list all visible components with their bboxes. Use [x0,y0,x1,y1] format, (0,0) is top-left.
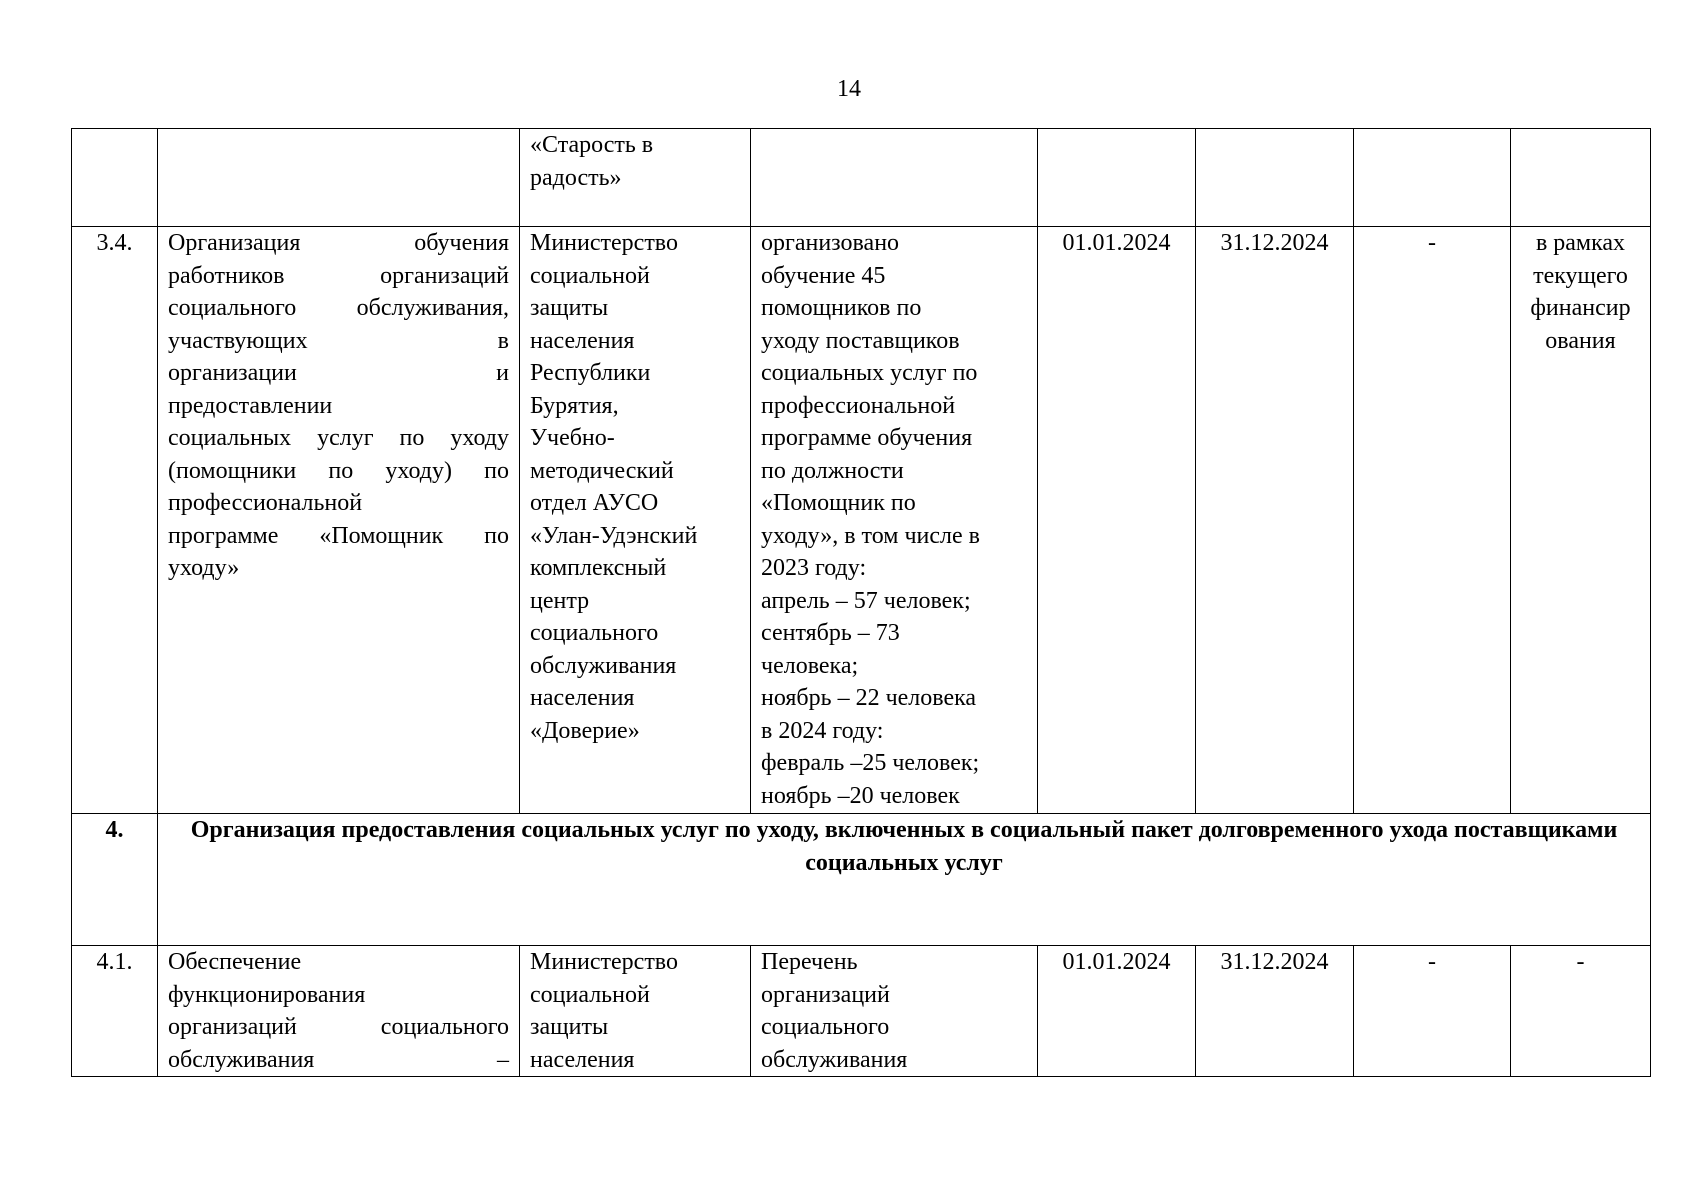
cell-result [751,227,1038,814]
cell-line: уходу», в том числе в [761,522,980,549]
cell-line: организовано [761,230,900,256]
cell-line: социальных услуг по [761,360,978,386]
cell-start-date [1038,129,1196,227]
cell-line: Организация обучения [168,230,509,256]
cell-line: работников организаций [168,262,509,289]
cell-line: защиты [530,1014,609,1040]
cell-result [751,129,1038,227]
cell-name [158,129,520,227]
cell-end-date: 31.12.2024 [1196,227,1354,814]
table-row-continuation [72,129,1651,227]
cell-budget: - [1354,946,1511,1077]
cell-line: 2023 году: [761,555,867,581]
cell-line: «Улан-Удэнский [530,522,698,549]
section-title: Организация предоставления социальных услуг по уходу, включенных в социальный пакет долговременного ухода поставщиками социальных услуг [158,814,1651,946]
cell-line: социальной [530,981,650,1008]
cell-end-date [1196,129,1354,227]
cell-line: комплексный [530,555,667,581]
cell-line: текущего [1533,262,1628,289]
cell-line: в рамках [1535,230,1626,256]
cell-line: центр [530,587,590,614]
cell-line: программе обучения [761,425,973,451]
cell-num: 3.4. [72,227,158,814]
cell-line: организаций [761,981,890,1008]
cell-line: социальных услуг по уходу [168,425,509,451]
cell-line: отдел АУСО [530,490,659,516]
cell-line: обслуживания [530,652,677,679]
cell-line: Обеспечение [168,949,302,975]
cell-line: уходу поставщиков [761,327,960,354]
table-row-3-4 [72,227,1651,814]
cell-line: Перечень [761,949,858,975]
cell-line: «Помощник по [761,490,916,516]
cell-num: 4.1. [72,946,158,1077]
cell-line: Учебно- [530,425,615,451]
cell-line: обслуживания – [168,1046,509,1073]
section-number: 4. [72,814,158,946]
cell-line: апрель – 57 человек; [761,587,971,614]
cell-line: помощников по [761,295,922,321]
cell-line: Республики [530,360,651,386]
cell-line: профессиональной [168,490,363,516]
cell-line: Министерство [530,949,678,975]
cell-name [158,227,520,814]
plan-table [71,128,1651,1077]
cell-line: радость» [530,164,622,191]
cell-line: социального [761,1014,890,1040]
cell-line: Бурятия, [530,392,619,419]
cell-line: «Старость в [530,132,654,158]
cell-line: защиты [530,295,609,321]
cell-line: уходу» [168,555,240,581]
cell-funding [1511,227,1651,814]
cell-line: ноябрь –20 человек [761,782,960,809]
cell-line: населения [530,685,635,711]
cell-line: методический [530,457,674,484]
cell-line: (помощники по уходу) по [168,457,509,484]
cell-line: населения [530,1046,635,1073]
cell-line: обслуживания [761,1046,908,1073]
cell-start-date: 01.01.2024 [1038,227,1196,814]
cell-line: человека; [761,652,859,679]
cell-line: социальной [530,262,650,289]
cell-line: программе «Помощник по [168,522,509,549]
cell-responsible [520,227,751,814]
cell-end-date: 31.12.2024 [1196,946,1354,1077]
page-number: 14 [837,76,861,102]
cell-line: организаций социального [168,1014,509,1040]
cell-line: по должности [761,457,904,484]
cell-line: ноябрь – 22 человека [761,685,977,711]
cell-line: февраль –25 человек; [761,750,980,776]
cell-line: ования [1545,327,1616,354]
cell-line: «Доверие» [530,717,640,744]
cell-budget [1354,129,1511,227]
cell-line: населения [530,327,635,354]
cell-responsible [520,946,751,1077]
cell-line: профессиональной [761,392,956,419]
cell-line: финансир [1530,295,1631,321]
cell-line: предоставлении [168,392,333,419]
cell-line: в 2024 году: [761,717,884,744]
cell-line: обучение 45 [761,262,886,289]
cell-line: организации и [168,360,509,386]
cell-line: Министерство [530,230,678,256]
cell-funding [1511,129,1651,227]
cell-result [751,946,1038,1077]
cell-responsible [520,129,751,227]
cell-num [72,129,158,227]
cell-line: функционирования [168,981,366,1008]
table-row-4-1 [72,946,1651,1077]
cell-line: участвующих в [168,327,509,354]
table-row-section-4 [72,814,1651,946]
cell-budget: - [1354,227,1511,814]
cell-start-date: 01.01.2024 [1038,946,1196,1077]
cell-name [158,946,520,1077]
cell-funding: - [1511,946,1651,1077]
cell-line: социального обслуживания, [168,295,509,321]
cell-line: сентябрь – 73 [761,620,900,646]
cell-line: социального [530,620,659,646]
